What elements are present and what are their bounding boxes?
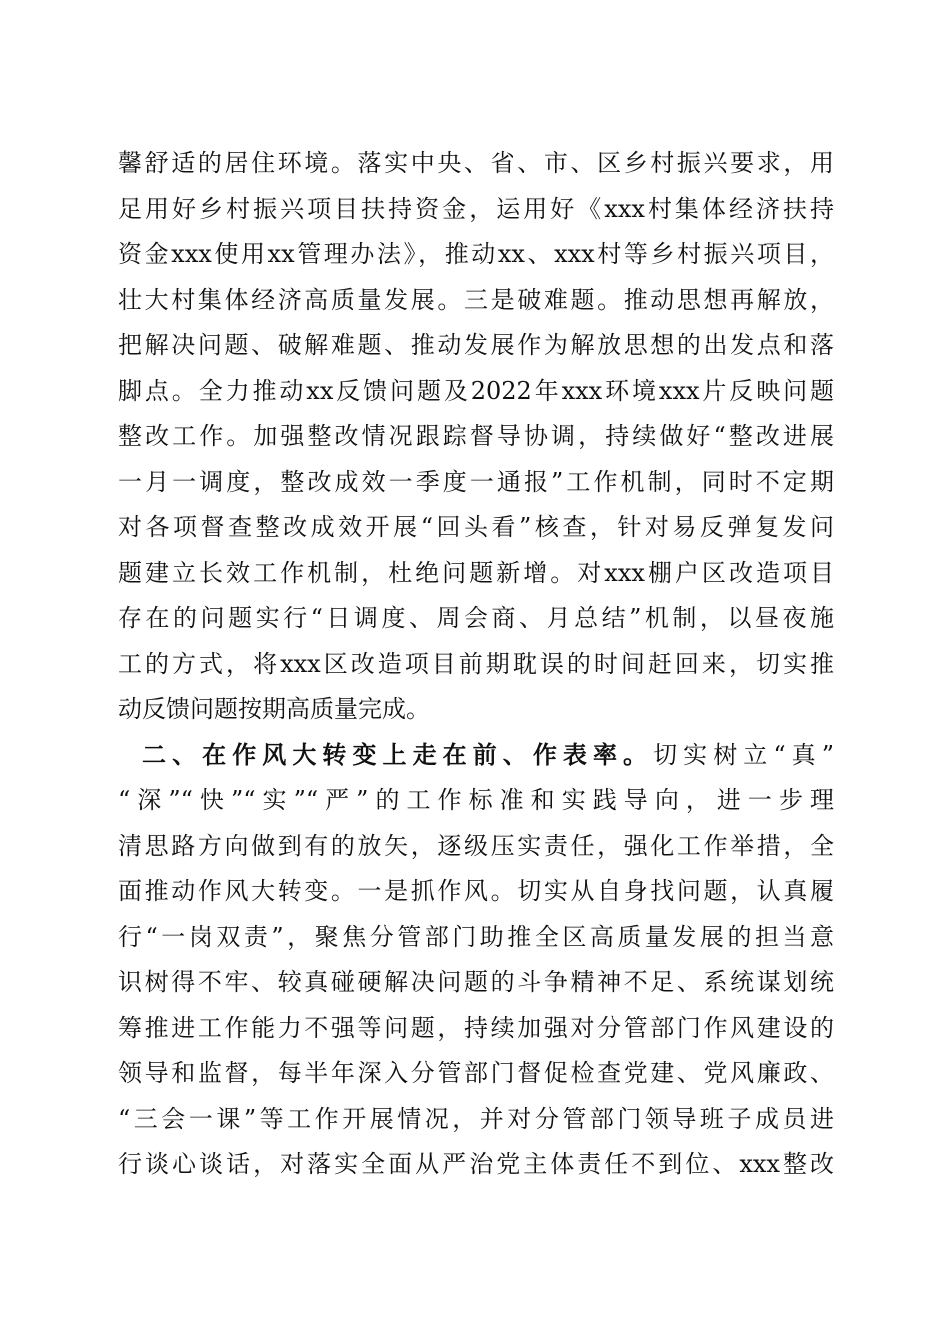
text-line: “三会一课”等工作开展情况，并对分管部门领导班子成员进 — [118, 1104, 834, 1133]
text-line: 筹推进工作能力不强等问题，持续加强对分管部门作风建设的 — [118, 1013, 834, 1042]
text-line: 脚点。全力推动xx反馈问题及2022年xxx环境xxx片反映问题 — [118, 376, 834, 405]
text-line: 清思路方向做到有的放矢，逐级压实责任，强化工作举措，全 — [118, 831, 834, 860]
text-line: 壮大村集体经济高质量发展。三是破难题。推动思想再解放， — [118, 285, 834, 314]
text-line: 识树得不牢、较真碰硬解决问题的斗争精神不足、系统谋划统 — [118, 968, 834, 996]
text-line: 整改工作。加强整改情况跟踪督导协调，持续做好“整改进展 — [118, 422, 834, 450]
text-line: 资金xxx使用xx管理办法》，推动xx、xxx村等乡村振兴项目， — [118, 240, 834, 268]
paragraph-continuation — [118, 141, 834, 733]
text-line: 存在的问题实行“日调度、周会商、月总结”机制，以昼夜施 — [118, 604, 834, 632]
body-text — [118, 141, 834, 1188]
text-line: 动反馈问题按期高质量完成。 — [118, 695, 430, 723]
text-line: 行谈心谈话，对落实全面从严治党主体责任不到位、xxx整改 — [118, 1150, 834, 1178]
text-line: 把解决问题、破解难题、推动发展作为解放思想的出发点和落 — [118, 331, 834, 359]
section-heading: 二、在作风大转变上走在前、作表率。 — [142, 740, 654, 769]
text-line: 面推动作风大转变。一是抓作风。切实从自身找问题，认真履 — [118, 877, 834, 905]
text-line: 题建立长效工作机制，杜绝问题新增。对xxx棚户区改造项目 — [118, 558, 834, 587]
text-line: 对各项督查整改成效开展“回头看”核查，针对易反弹复发问 — [118, 513, 834, 541]
heading-line-rest: 切实树立“真” — [653, 740, 834, 769]
text-line: 足用好乡村振兴项目扶持资金，运用好《xxx村集体经济扶持 — [118, 194, 834, 223]
text-line: 工的方式，将xxx区改造项目前期耽误的时间赶回来，切实推 — [118, 649, 834, 678]
text-line: “深”“快”“实”“严”的工作标准和实践导向，进一步理 — [118, 786, 834, 814]
text-line: 一月一调度，整改成效一季度一通报”工作机制，同时不定期 — [118, 467, 834, 496]
text-line: 馨舒适的居住环境。落实中央、省、市、区乡村振兴要求，用 — [118, 149, 834, 177]
section-two-paragraph — [118, 733, 834, 1188]
text-line: 行“一岗双责”，聚焦分管部门助推全区高质量发展的担当意 — [118, 922, 834, 951]
section-heading-line — [118, 733, 834, 779]
text-line: 领导和监督，每半年深入分管部门督促检查党建、党风廉政、 — [118, 1059, 834, 1087]
